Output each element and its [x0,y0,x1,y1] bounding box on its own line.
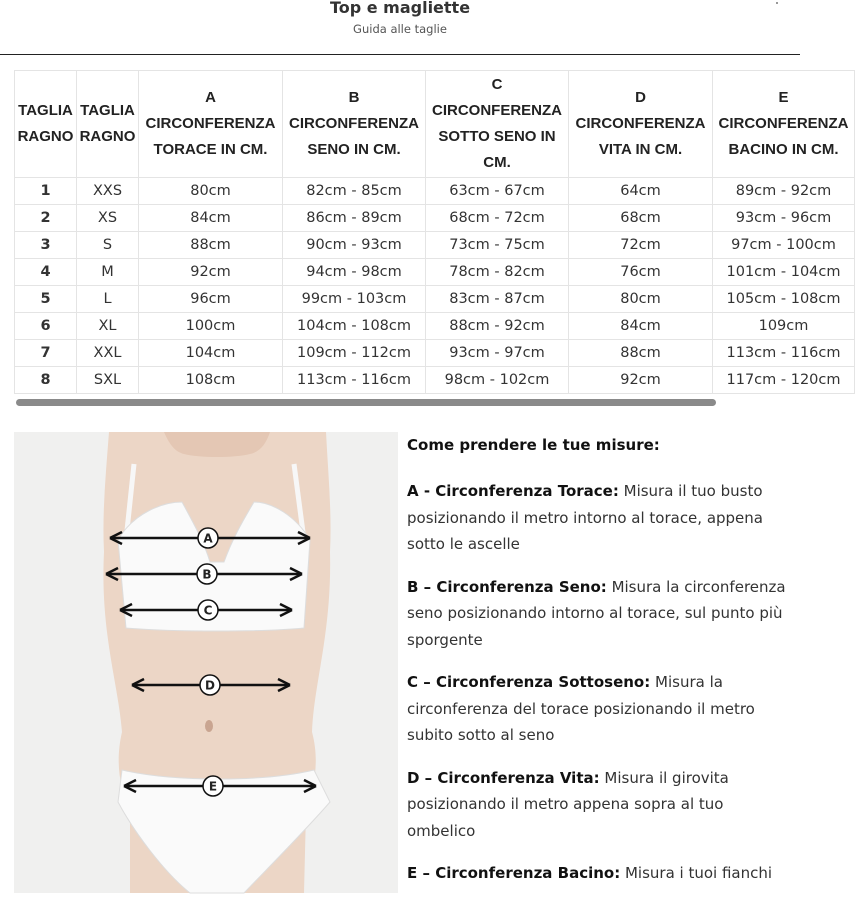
table-cell: 97cm - 100cm [713,232,855,259]
svg-text:B: B [202,567,212,582]
table-cell: 104cm [139,340,283,367]
table-cell: 82cm - 85cm [283,178,426,205]
table-cell: 90cm - 93cm [283,232,426,259]
measure-instructions [407,432,787,903]
table-cell: 86cm - 89cm [283,205,426,232]
table-cell: 8 [15,367,77,394]
table-cell: 92cm [569,367,713,394]
svg-text:A: A [203,531,213,546]
instruction-item-a: A - Circonferenza Torace: Misura il tuo busto posizionando il metro intorno al torace, appena sotto le ascelle [407,482,763,553]
table-cell: 76cm [569,259,713,286]
table-row [15,232,855,259]
table-cell: 88cm [139,232,283,259]
table-cell: XL [77,313,139,340]
header-cell: D CIRCONFERENZA VITA IN CM. [569,71,713,178]
size-table-scroll-area[interactable] [14,70,849,396]
table-cell: 84cm [569,313,713,340]
instruction-item-c: C – Circonferenza Sottoseno: Misura la circonferenza del torace posizionando il metro subito sotto al seno [407,673,755,744]
navel [205,720,213,732]
table-cell: 2 [15,205,77,232]
table-cell: 92cm [139,259,283,286]
table-cell: 3 [15,232,77,259]
instruction-item-d: D – Circonferenza Vita: Misura il girovita posizionando il metro appena sopra al tuo ombelico [407,768,729,840]
table-cell: M [77,259,139,286]
table-cell: XXS [77,178,139,205]
table-cell: 68cm [569,205,713,232]
svg-text:D: D [205,678,215,693]
table-cell: 83cm - 87cm [426,286,569,313]
table-cell: 89cm - 92cm [713,178,855,205]
table-cell: 84cm [139,205,283,232]
table-cell: 105cm - 108cm [713,286,855,313]
table-cell: 109cm - 112cm [283,340,426,367]
table-cell: 7 [15,340,77,367]
header-dot [776,2,778,4]
header-cell: B CIRCONFERENZA SENO IN CM. [283,71,426,178]
table-cell: 109cm [713,313,855,340]
table-row [15,178,855,205]
svg-text:E: E [208,779,218,794]
table-cell: 88cm - 92cm [426,313,569,340]
table-cell: 78cm - 82cm [426,259,569,286]
table-cell: 80cm [139,178,283,205]
header-cell: C CIRCONFERENZA SOTTO SENO IN CM. [426,71,569,178]
table-row [15,286,855,313]
page-title: Top e magliette [329,0,471,17]
table-cell: 98cm - 102cm [426,367,569,394]
table-cell: 108cm [139,367,283,394]
table-cell: SXL [77,367,139,394]
table-cell: 117cm - 120cm [713,367,855,394]
table-cell: XXL [77,340,139,367]
page-header [0,0,800,55]
table-cell: 94cm - 98cm [283,259,426,286]
page-subtitle: Guida alle taglie [353,22,447,36]
header-cell: A CIRCONFERENZA TORACE IN CM. [139,71,283,178]
table-cell: 104cm - 108cm [283,313,426,340]
table-row [15,340,855,367]
table-cell: S [77,232,139,259]
table-cell: 113cm - 116cm [713,340,855,367]
table-cell: 96cm [139,286,283,313]
table-cell: 5 [15,286,77,313]
instructions-heading: Come prendere le tue misure: [407,436,660,454]
instruction-item-e: E – Circonferenza Bacino: Misura i tuoi fianchi [407,864,773,882]
table-cell: 80cm [569,286,713,313]
table-cell: 64cm [569,178,713,205]
table-cell: 100cm [139,313,283,340]
table-cell: 93cm - 96cm [713,205,855,232]
table-cell: L [77,286,139,313]
horizontal-scrollbar[interactable] [16,399,716,406]
measurement-figure [14,432,398,893]
size-table [14,70,855,394]
header-cell: E CIRCONFERENZA BACINO IN CM. [713,71,855,178]
instruction-item-b: B – Circonferenza Seno: Misura la circonferenza seno posizionando intorno al torace, sul punto più sporgente [407,577,786,649]
table-row [15,367,855,394]
table-cell: 73cm - 75cm [426,232,569,259]
table-cell: 6 [15,313,77,340]
table-cell: 1 [15,178,77,205]
table-header-row [15,71,855,178]
table-cell: 4 [15,259,77,286]
table-cell: 68cm - 72cm [426,205,569,232]
table-cell: 113cm - 116cm [283,367,426,394]
table-row [15,205,855,232]
table-cell: 99cm - 103cm [283,286,426,313]
table-cell: 93cm - 97cm [426,340,569,367]
table-row [15,259,855,286]
header-cell: TAGLIA RAGNO [77,71,139,178]
table-cell: 88cm [569,340,713,367]
table-cell: XS [77,205,139,232]
table-cell: 63cm - 67cm [426,178,569,205]
svg-text:C: C [203,603,213,618]
table-cell: 72cm [569,232,713,259]
table-row [15,313,855,340]
body-illustration [14,432,398,893]
table-cell: 101cm - 104cm [713,259,855,286]
header-cell: TAGLIA RAGNO [15,71,77,178]
